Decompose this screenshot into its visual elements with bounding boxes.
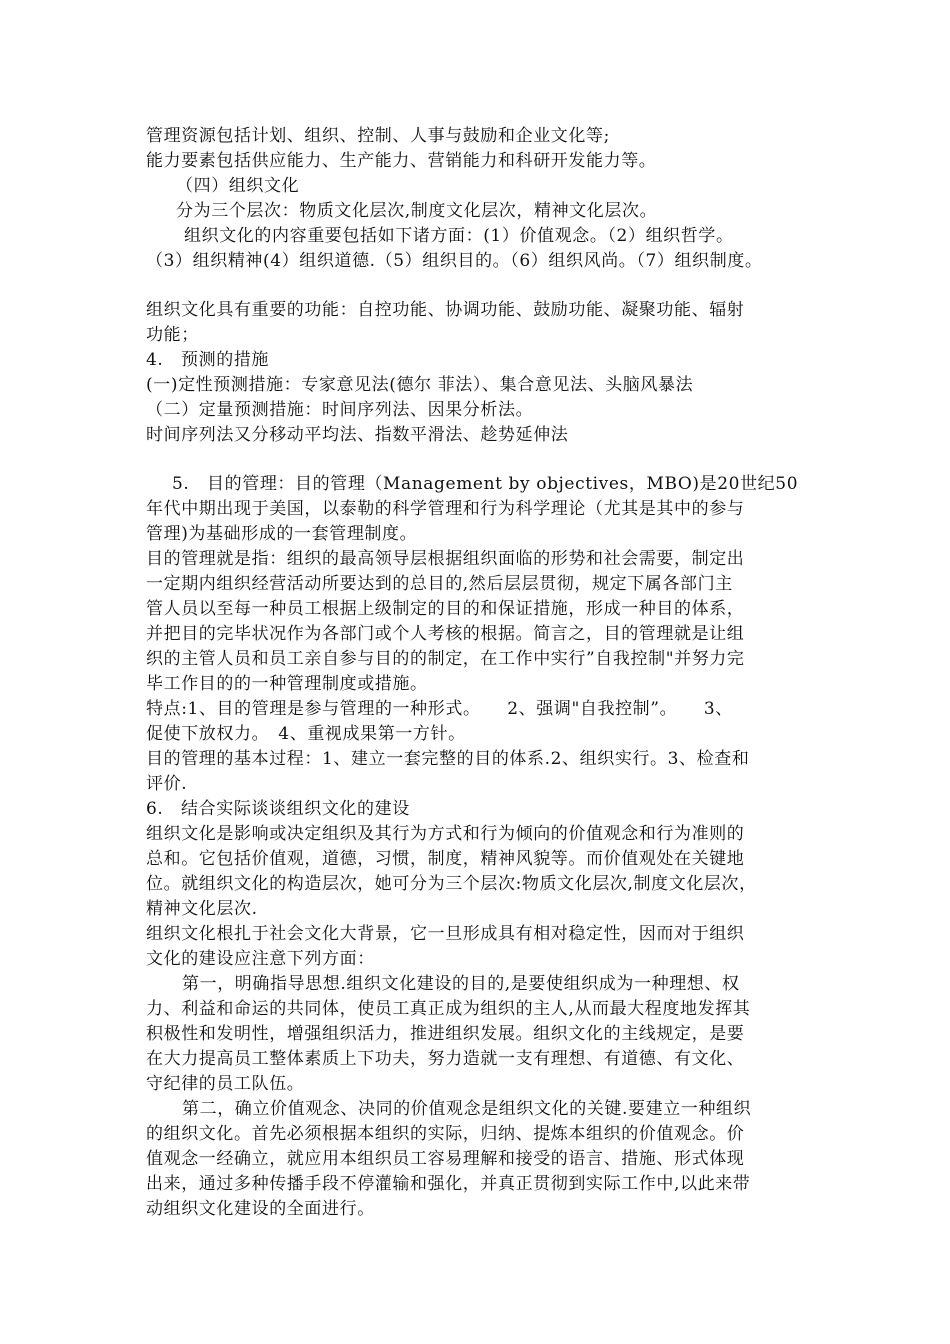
text-line: 文化的建设应注意下列方面： [146, 949, 375, 969]
section-heading: 4. 预测的措施 [146, 350, 270, 370]
text-line: （二）定量预测措施：时间序列法、因果分析法。 [146, 400, 534, 420]
text-line: （3）组织精神(4）组织道德.（5）组织目的。（6）组织风尚。（7）组织制度。 [146, 251, 763, 271]
section-heading: 5. 目的管理：目的管理（Management by objectives，MBO)是20世纪50 [172, 474, 799, 494]
text-line: 精神文化层次. [146, 899, 258, 919]
text-line: 评价. [146, 774, 188, 794]
text-line: 目的管理就是指：组织的最高领导层根据组织面临的形势和社会需要，制定出 [146, 549, 745, 569]
text-line: 组织文化根扎于社会文化大背景，它一旦形成具有相对稳定性，因而对于组织 [146, 924, 745, 944]
text-line: 组织文化具有重要的功能：自控功能、协调功能、鼓励功能、凝聚功能、辐射 [146, 300, 745, 320]
text-line: 第二，确立价值观念、决同的价值观念是组织文化的关键.要建立一种组织 [182, 1099, 752, 1119]
text-line: 管人员以至每一种员工根据上级制定的目的和保证措施，形成一种目的体系， [146, 599, 745, 619]
section-heading: （四）组织文化 [176, 176, 300, 196]
text-line: 功能； [146, 325, 199, 345]
text-line: 组织文化的内容重要包括如下诸方面：(1）价值观念。（2）组织哲学。 [184, 226, 734, 246]
text-line: 毕工作目的的一种管理制度或措施。 [146, 674, 428, 694]
text-line: 的组织文化。首先必须根据本组织的实际，归纳、提炼本组织的价值观念。价 [146, 1124, 745, 1144]
text-line: 守纪律的员工队伍。 [146, 1074, 305, 1094]
text-line: 促使下放权力。 4、重视成果第一方针。 [146, 724, 466, 744]
text-line: 值观念一经确立，就应用本组织员工容易理解和接受的语言、措施、形式体现 [146, 1149, 745, 1169]
text-line: 位。就组织文化的构造层次，她可分为三个层次:物质文化层次,制度文化层次， [146, 874, 757, 894]
text-line: (一)定性预测措施：专家意见法(德尔 菲法）、集合意见法、头脑风暴法 [146, 375, 694, 395]
text-line: 组织文化是影响或决定组织及其行为方式和行为倾向的价值观念和行为准则的 [146, 824, 745, 844]
text-line: 能力要素包括供应能力、生产能力、营销能力和科研开发能力等。 [146, 151, 657, 171]
text-line: 织的主管人员和员工亲自参与目的的制定，在工作中实行”自我控制"并努力完 [146, 649, 745, 669]
text-line: 出来，通过多种传播手段不停灌输和强化，并真正贯彻到实际工作中,以此来带 [146, 1174, 751, 1194]
text-line: 总和。它包括价值观，道德，习惯，制度，精神风貌等。而价值观处在关键地 [146, 849, 745, 869]
text-line: 特点:1、目的管理是参与管理的一种形式。 2、强调"自我控制”。 3、 [146, 699, 733, 719]
text-line: 年代中期出现于美国，以泰勒的科学管理和行为科学理论（尤其是其中的参与 [146, 499, 745, 519]
text-line: 动组织文化建设的全面进行。 [146, 1199, 375, 1219]
text-line: 管理)为基础形成的一套管理制度。 [146, 524, 418, 544]
text-line: 力、利益和命运的共同体，使员工真正成为组织的主人,从而最大程度地发挥其 [146, 999, 751, 1019]
section-heading: 6. 结合实际谈谈组织文化的建设 [146, 799, 410, 819]
text-line: 分为三个层次：物质文化层次,制度文化层次，精神文化层次。 [176, 201, 658, 221]
text-line: 目的管理的基本过程：1、建立一套完整的目的体系.2、组织实行。3、检查和 [146, 749, 750, 769]
text-line: 一定期内组织经营活动所要达到的总目的,然后层层贯彻，规定下属各部门主 [146, 574, 733, 594]
text-line: 第一，明确指导思想.组织文化建设的目的,是要使组织成为一种理想、权 [182, 974, 740, 994]
text-line: 在大力提高员工整体素质上下功夫，努力造就一支有理想、有道德、有文化、 [146, 1049, 745, 1069]
text-line: 时间序列法又分移动平均法、指数平滑法、趁势延伸法 [146, 425, 569, 445]
text-line: 管理资源包括计划、组织、控制、人事与鼓励和企业文化等; [146, 126, 610, 146]
text-line: 积极性和发明性，增强组织活力，推进组织发展。组织文化的主线规定，是要 [146, 1024, 745, 1044]
text-line: 并把目的完毕状况作为各部门或个人考核的根据。简言之，目的管理就是让组 [146, 624, 745, 644]
